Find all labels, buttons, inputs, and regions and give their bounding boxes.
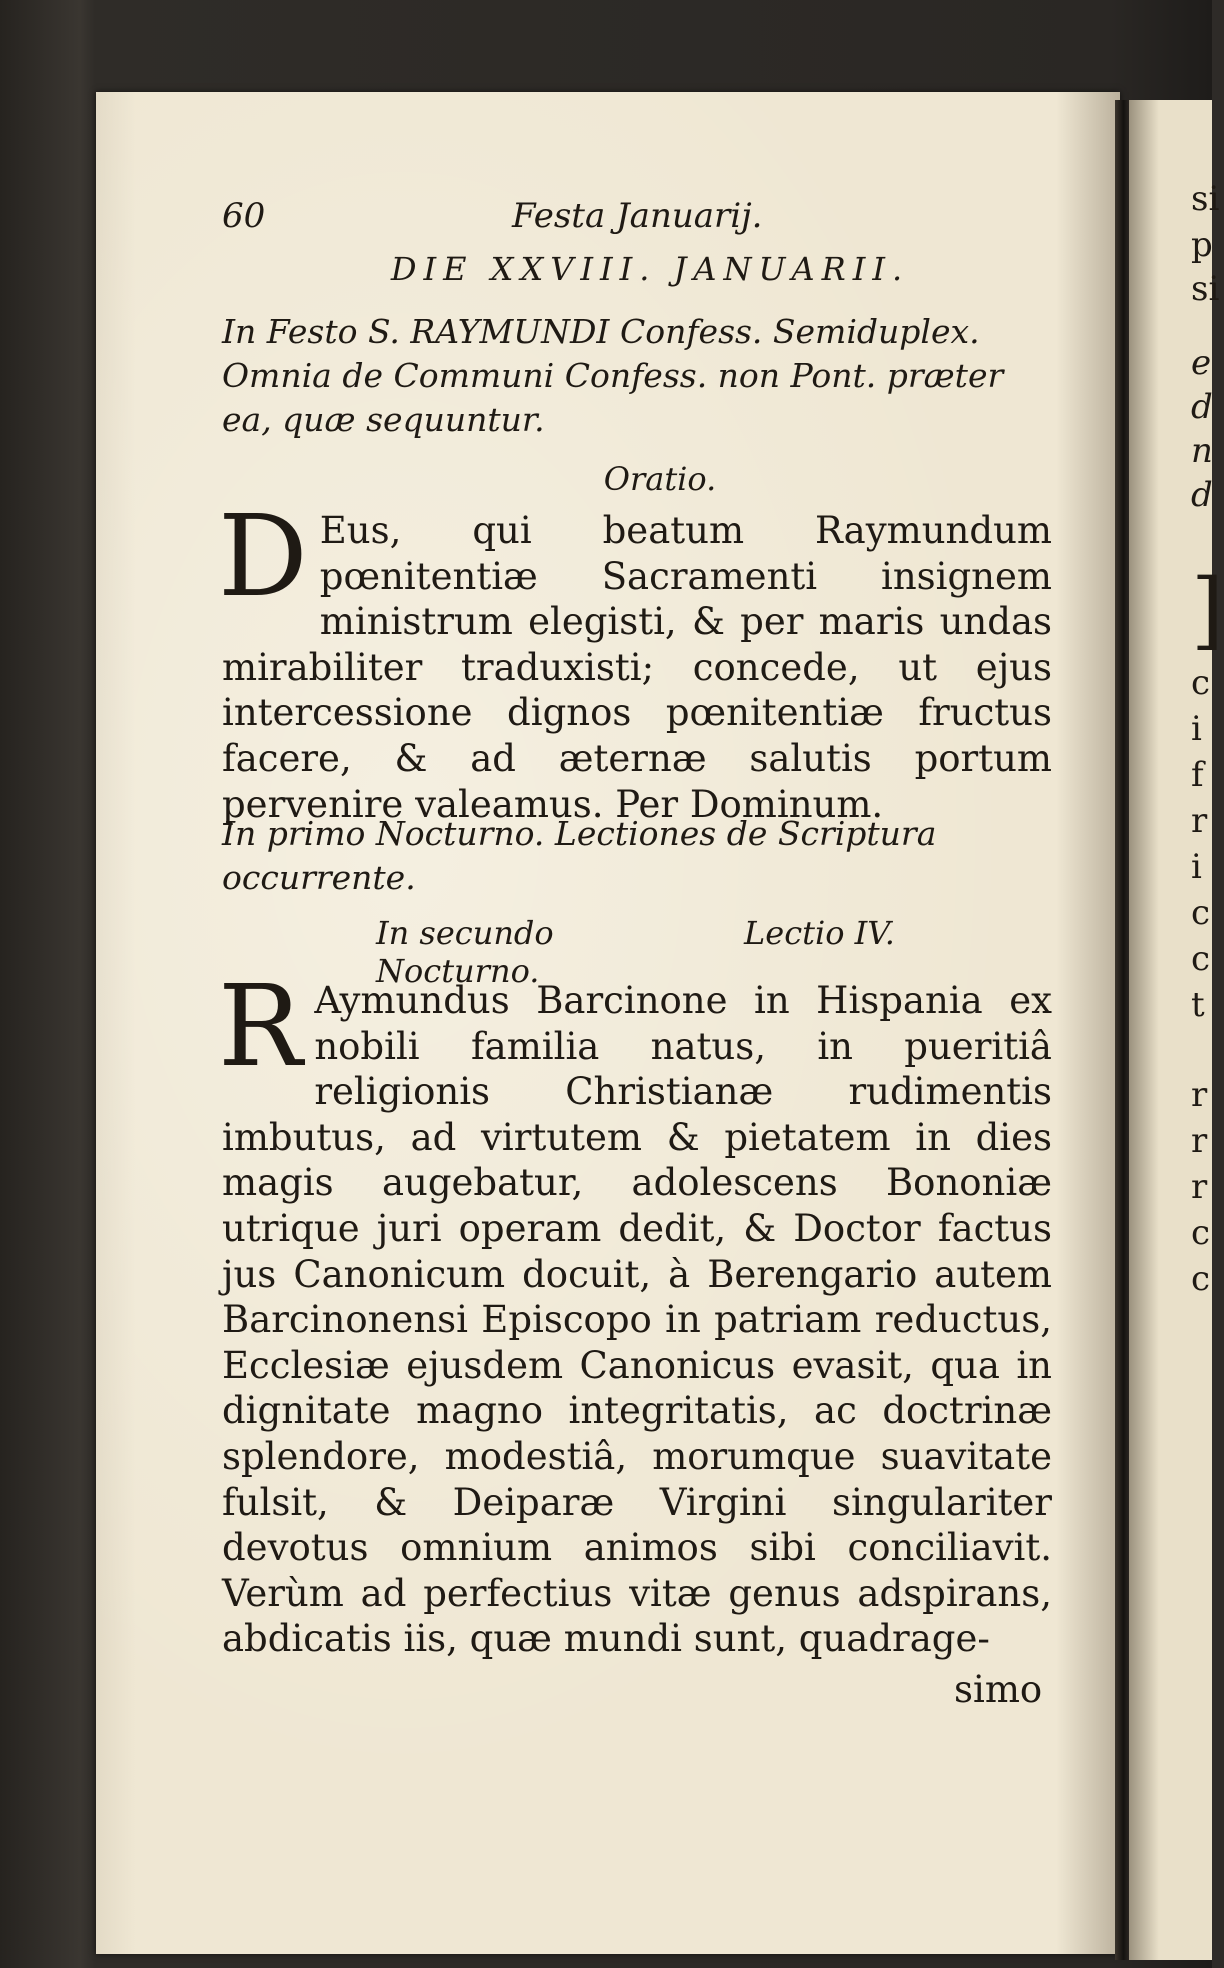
next-page-fragment: ]	[1191, 561, 1224, 659]
next-page-fragment: p	[1191, 225, 1213, 265]
oratio-text: Eus, qui beatum Raymundum pœnitentiæ Sacramenti insignem ministrum elegisti, & per maris undas mirabiliter traduxisti; concede, ut ejus intercessione dignos pœnitentiæ fructus facere, & ad æternæ salutis portum pervenire valeamus. Per Dominum.	[222, 509, 1052, 826]
next-page-fragment: c	[1191, 1213, 1211, 1253]
next-page-fragment: d	[1191, 387, 1213, 427]
next-page-fragment: r	[1191, 801, 1208, 841]
feast-heading: DIE XXVIII. JANUARII.	[390, 250, 910, 288]
next-page-fragment: si	[1191, 179, 1220, 219]
lectio-dropcap: R	[218, 962, 303, 1092]
next-page-fragment: r	[1191, 1075, 1208, 1115]
oratio-dropcap: D	[218, 492, 308, 622]
catchword: simo	[954, 1668, 1043, 1711]
next-page-fragment: f	[1191, 755, 1204, 795]
next-page-fragment: d	[1191, 475, 1213, 515]
next-page-fragment: i	[1191, 709, 1202, 749]
next-page-fragment: t	[1191, 985, 1205, 1025]
next-page-fragment: si	[1191, 269, 1220, 309]
next-page-fragment: r	[1191, 1121, 1208, 1161]
next-page-fragment: n	[1191, 431, 1213, 471]
feast-rubric: In Festo S. RAYMUNDI Confess. Semiduplex. Omnia de Communi Confess. non Pont. præter ea, quæ sequuntur.	[222, 312, 1004, 439]
next-page-fragment: e	[1191, 343, 1212, 383]
page-number: 60	[222, 196, 266, 236]
next-page-fragment: c	[1191, 1259, 1211, 1299]
book-gutter	[1115, 100, 1129, 1960]
next-page-edge	[1129, 100, 1224, 1960]
nocturn-1-rubric: In primo Nocturno. Lectiones de Scriptura occurrente.	[222, 814, 937, 897]
next-page-fragment: c	[1191, 893, 1211, 933]
lectio-text: Aymundus Barcinone in Hispania ex nobili familia natus, in pueritiâ religionis Christianæ rudimentis imbutus, ad virtutem & pietatem in dies magis augebatur, adolescens Bononiæ utrique juri operam dedit, & Doctor factus jus Canonicum docuit, à Berengario autem Barcinonensi Episcopo in patriam reductus, Ecclesiæ ejusdem Canonicus evasit, qua in dignitate magno integritatis, ac doctrinæ splendore, modestiâ, morumque suavitate fulsit, & Deiparæ Virgini singulariter devotus omnium animos sibi conciliavit. Verùm ad perfectius vitæ genus adspirans, abdicatis iis, quæ mundi sunt, quadrage-	[222, 979, 1052, 1661]
oratio-label: Oratio.	[603, 460, 717, 498]
running-title: Festa Januarij.	[512, 196, 763, 236]
lectio-label: Lectio IV.	[744, 914, 895, 952]
lectio-iv	[218, 962, 1052, 1662]
next-page-fragment: c	[1191, 663, 1211, 703]
next-page-fragment: c	[1191, 939, 1211, 979]
oratio-prayer	[218, 492, 1052, 827]
nocturn-2-label: In secundo Nocturno.	[376, 914, 554, 990]
next-page-fragment: i	[1191, 847, 1202, 887]
running-head	[222, 196, 1042, 244]
next-page-fragment: r	[1191, 1167, 1208, 1207]
